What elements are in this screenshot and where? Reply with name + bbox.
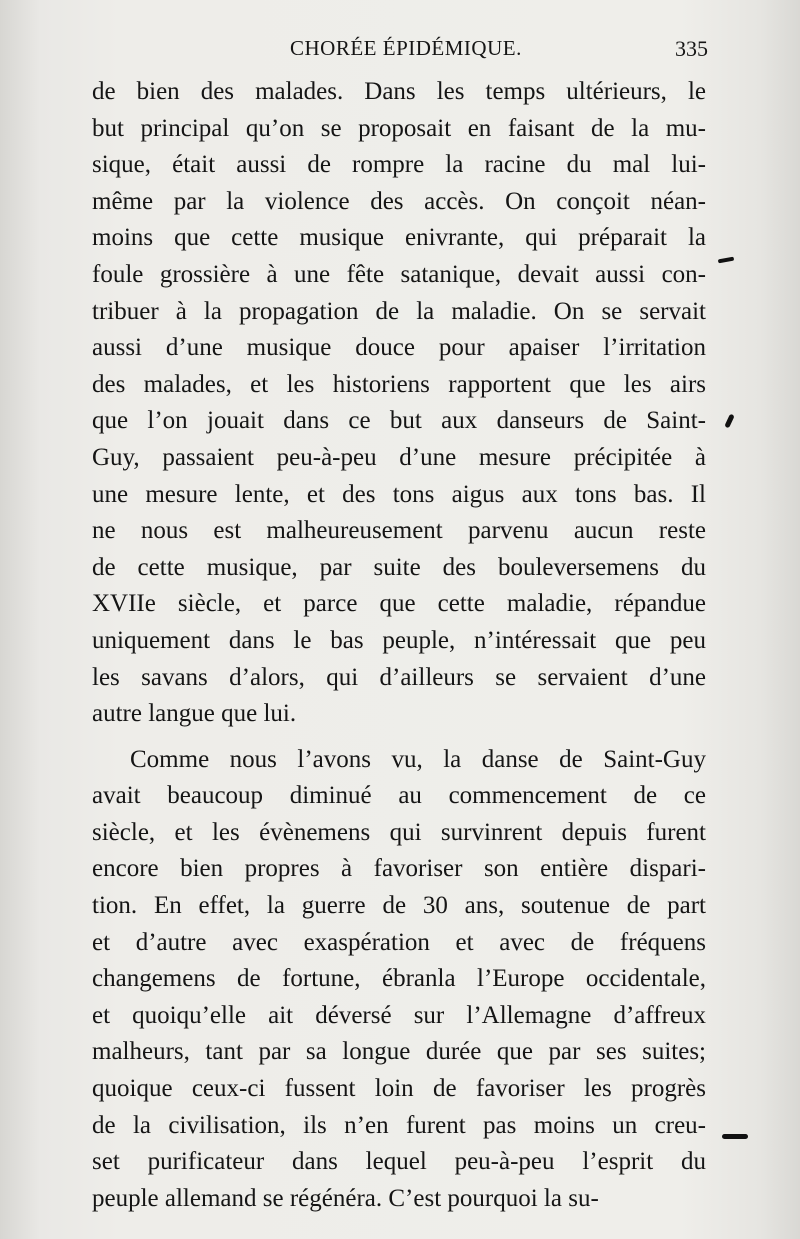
text-line: ne nous est malheureusement parvenu aucun reste [92, 517, 706, 545]
text-line: des malades, et les historiens rapportent que les airs [92, 370, 706, 398]
text-line: set purificateur dans lequel peu-à-peu l’esprit du [92, 1148, 706, 1176]
text-line: avait beaucoup diminué au commencement de ce [92, 782, 706, 810]
text-line: les savans d’alors, qui d’ailleurs se servaient d’une [92, 663, 706, 691]
text-line: de cette musique, par suite des bouleversemens du [92, 553, 706, 581]
text-line: malheurs, tant par sa longue durée que par ses suites; [92, 1038, 706, 1066]
text-line: et quoiqu’elle ait déversé sur l’Allemagne d’affreux [92, 1001, 706, 1029]
text-line: encore bien propres à favoriser son entière dispari- [92, 855, 706, 883]
text-line: aussi d’une musique douce pour apaiser l’irritation [92, 334, 706, 362]
paragraph-gap [92, 733, 706, 742]
text-line: une mesure lente, et des tons aigus aux tons bas. Il [92, 480, 706, 508]
text-line: de la civilisation, ils n’en furent pas moins un creu- [92, 1111, 706, 1139]
paragraph-2 [92, 742, 706, 1218]
paragraph-1 [92, 74, 706, 733]
text-line: siècle, et les évènemens qui survinrent depuis furent [92, 818, 706, 846]
text-line: même par la violence des accès. On conçoit néan- [92, 187, 706, 215]
body-text [92, 74, 706, 1217]
ink-mark [722, 1134, 748, 1139]
text-line: et d’autre avec exaspération et avec de fréquens [92, 928, 706, 956]
ink-mark [724, 414, 734, 429]
text-line: de bien des malades. Dans les temps ultérieurs, le [92, 78, 706, 105]
text-line: changemens de fortune, ébranla l’Europe occidentale, [92, 965, 706, 993]
text-line: sique, était aussi de rompre la racine du mal lui- [92, 151, 706, 179]
text-line: quoique ceux-ci fussent loin de favoriser les progrès [92, 1075, 706, 1103]
text-line: Comme nous l’avons vu, la danse de Saint-Guy [130, 745, 706, 773]
text-line: tion. En effet, la guerre de 30 ans, soutenue de part [92, 892, 706, 920]
text-line: moins que cette musique enivrante, qui préparait la [92, 224, 706, 252]
text-line: but principal qu’on se proposait en faisant de la mu- [92, 114, 706, 142]
text-line: foule grossière à une fête satanique, devait aussi con- [92, 260, 706, 288]
running-title: CHORÉE ÉPIDÉMIQUE. [290, 36, 522, 60]
ink-mark [718, 257, 734, 264]
text-line: Guy, passaient peu-à-peu d’une mesure précipitée à [92, 443, 706, 471]
page-number: 335 [675, 36, 708, 61]
text-line: tribuer à la propagation de la maladie. On se servait [92, 297, 706, 325]
text-line: uniquement dans le bas peuple, n’intéressait que peu [92, 626, 706, 654]
text-line: autre langue que lui. [92, 700, 297, 728]
text-line: XVIIe siècle, et parce que cette maladie, répandue [92, 590, 706, 618]
text-line: que l’on jouait dans ce but aux danseurs de Saint- [92, 407, 706, 435]
text-line: peuple allemand se régénéra. C’est pourquoi la su- [92, 1184, 599, 1212]
page-header [90, 36, 708, 68]
